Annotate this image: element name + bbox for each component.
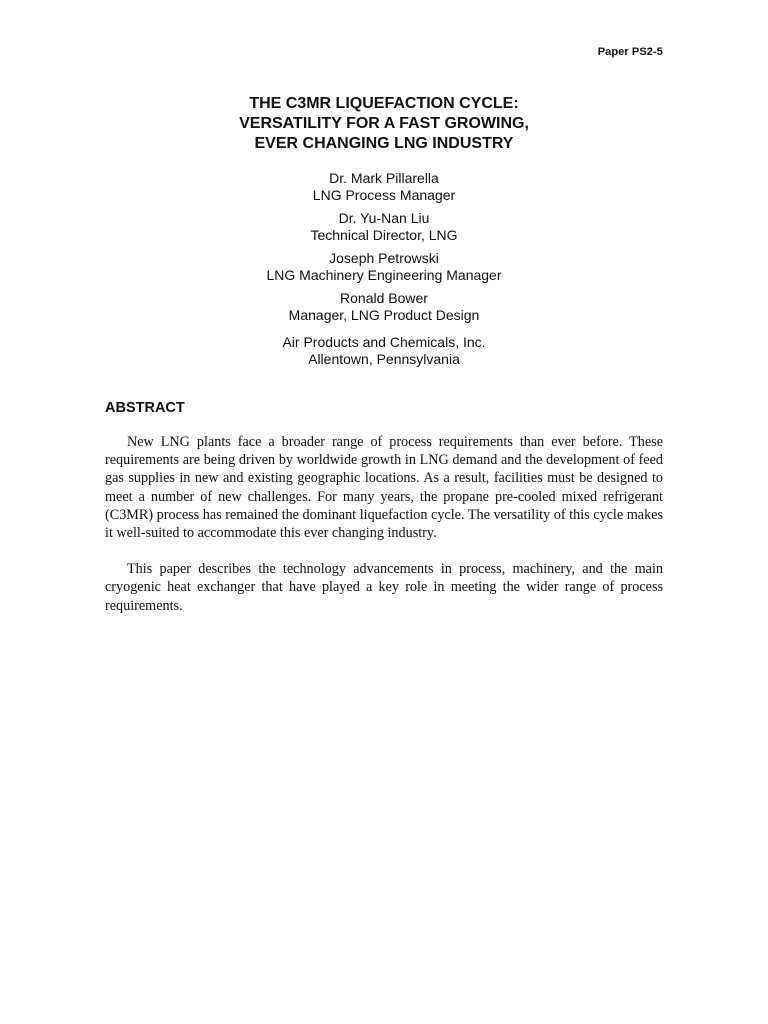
- author-name: Dr. Yu-Nan Liu: [338, 210, 430, 226]
- affiliation-location: Allentown, Pennsylvania: [308, 351, 460, 367]
- abstract-body: [105, 433, 663, 633]
- title-line-3: EVER CHANGING LNG INDUSTRY: [254, 135, 514, 152]
- author-block: [105, 210, 663, 244]
- author-name: Dr. Mark Pillarella: [329, 170, 439, 186]
- title-line-1: THE C3MR LIQUEFACTION CYCLE:: [249, 95, 519, 112]
- author-role: Technical Director, LNG: [310, 227, 458, 243]
- title-line-2: VERSATILITY FOR A FAST GROWING,: [239, 115, 529, 132]
- author-list: [105, 170, 663, 368]
- affiliation-company: Air Products and Chemicals, Inc.: [282, 334, 486, 350]
- abstract-heading: ABSTRACT: [105, 400, 185, 416]
- affiliation: [105, 334, 663, 368]
- author-role: Manager, LNG Product Design: [288, 307, 480, 323]
- abstract-paragraph: This paper describes the technology advancements in process, machinery, and the main cryogenic heat exchanger that have played a key role in meeting the wider range of process requirements.: [105, 561, 663, 614]
- author-block: [105, 290, 663, 324]
- author-name: Joseph Petrowski: [329, 250, 439, 266]
- author-block: [105, 250, 663, 284]
- author-name: Ronald Bower: [340, 290, 428, 306]
- author-block: [105, 170, 663, 204]
- author-role: LNG Machinery Engineering Manager: [266, 267, 502, 283]
- author-role: LNG Process Manager: [312, 187, 456, 203]
- abstract-paragraph: New LNG plants face a broader range of process requirements than ever before. These requirements are being driven by worldwide growth in LNG demand and the development of feed gas supplies in new and existing geographic locations. As a result, facilities must be designed to meet a number of new challenges. For many years, the propane pre-cooled mixed refrigerant (C3MR) process has remained the dominant liquefaction cycle. The versatility of this cycle makes it well-suited to accommodate this ever changing industry.: [105, 434, 663, 542]
- paper-title: [105, 94, 663, 154]
- paper-id: Paper PS2-5: [597, 46, 663, 58]
